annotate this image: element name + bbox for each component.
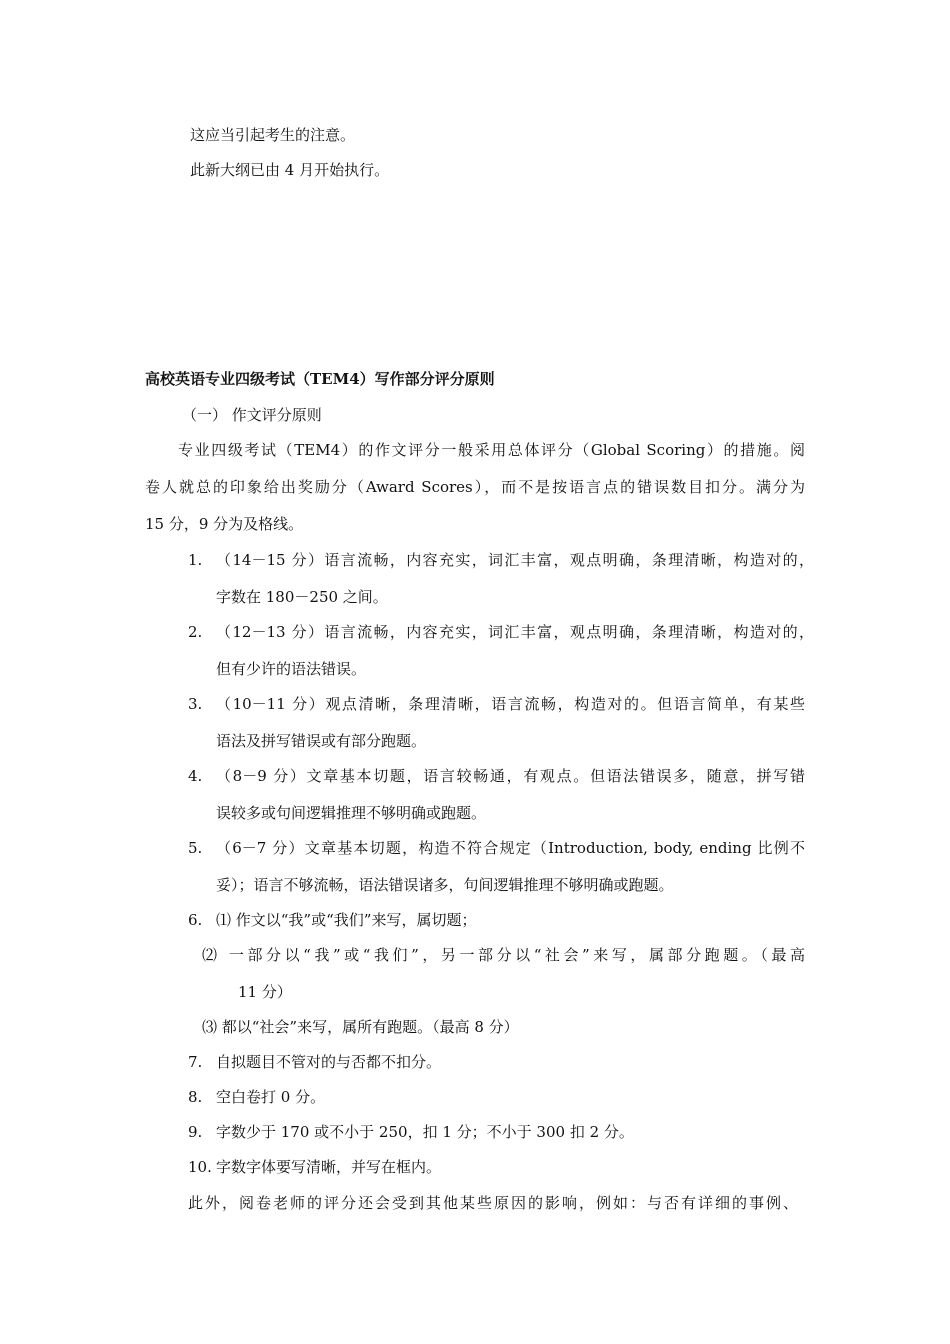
- list-item-number: 1.: [188, 551, 203, 569]
- intro-line-2: 此新大纲已由 4 月开始执行。: [190, 161, 390, 179]
- list-item-text-cont: 误较多或句间逻辑推理不够明确或跑题。: [216, 804, 487, 822]
- list-item-text-cont: 语法及拼写错误或有部分跑题。: [216, 732, 427, 750]
- list-item-number: 9.: [188, 1123, 203, 1141]
- intro-line-1: 这应当引起考生的注意。: [190, 126, 356, 144]
- list-item-text-cont: 妥）；语言不够流畅，语法错误诸多，句间逻辑推理不够明确或跑题。: [216, 876, 674, 894]
- sub-item-3: ⑶ 都以“社会”来写，属所有跑题。（最高 8 分）: [202, 1018, 519, 1036]
- list-item-text-cont: 但有少许的语法错误。: [216, 660, 367, 678]
- list-item-number: 4.: [188, 767, 203, 785]
- list-item-number: 8.: [188, 1088, 203, 1106]
- closing-paragraph: 此外，阅卷老师的评分还会受到其他某些原因的影响，例如：与否有详细的事例、: [188, 1194, 798, 1212]
- list-item-text: （14－15 分）语言流畅，内容充实，词汇丰富，观点明确，条理清晰，构造对的，: [216, 551, 814, 569]
- list-item-number: 2.: [188, 623, 203, 641]
- list-item-text: （6－7 分）文章基本切题，构造不符合规定（Introduction, body, ending 比例不: [216, 839, 805, 857]
- sub-item-2-cont: 11 分）: [238, 983, 292, 1001]
- list-item-number: 6.: [188, 911, 203, 929]
- list-item-text: 空白卷打 0 分。: [216, 1088, 326, 1106]
- list-item-text: ⑴ 作文以“我”或“我们”来写，属切题；: [216, 911, 477, 929]
- list-item-text: 字数少于 170 或不小于 250，扣 1 分；不小于 300 扣 2 分。: [216, 1123, 634, 1141]
- list-item-number: 7.: [188, 1053, 203, 1071]
- sub-item-2: ⑵ 一部分以“我”或“我们”，另一部分以“社会”来写，属部分跑题。（最高: [202, 946, 805, 964]
- list-item-number: 10.: [188, 1158, 212, 1176]
- list-item-text-cont: 字数在 180－250 之间。: [216, 588, 388, 606]
- section-subtitle: （一） 作文评分原则: [182, 406, 322, 424]
- list-item-number: 3.: [188, 695, 203, 713]
- paragraph-line-1: 专业四级考试（TEM4）的作文评分一般采用总体评分（Global Scoring）的措施。阅: [178, 441, 805, 459]
- list-item-text: （10－11 分）观点清晰，条理清晰，语言流畅，构造对的。但语言简单，有某些: [216, 695, 805, 713]
- list-item-number: 5.: [188, 839, 203, 857]
- paragraph-line-3: 15 分，9 分为及格线。: [145, 515, 304, 533]
- list-item-text: （12－13 分）语言流畅，内容充实，词汇丰富，观点明确，条理清晰，构造对的，: [216, 623, 814, 641]
- list-item-text: 自拟题目不管对的与否都不扣分。: [216, 1053, 442, 1071]
- list-item-text: 字数字体要写清晰，并写在框内。: [216, 1158, 442, 1176]
- section-title: 高校英语专业四级考试（TEM4）写作部分评分原则: [145, 370, 495, 388]
- list-item-text: （8－9 分）文章基本切题，语言较畅通，有观点。但语法错误多，随意，拼写错: [216, 767, 805, 785]
- paragraph-line-2: 卷人就总的印象给出奖励分（Award Scores），而不是按语言点的错误数目扣分。满分为: [145, 478, 805, 496]
